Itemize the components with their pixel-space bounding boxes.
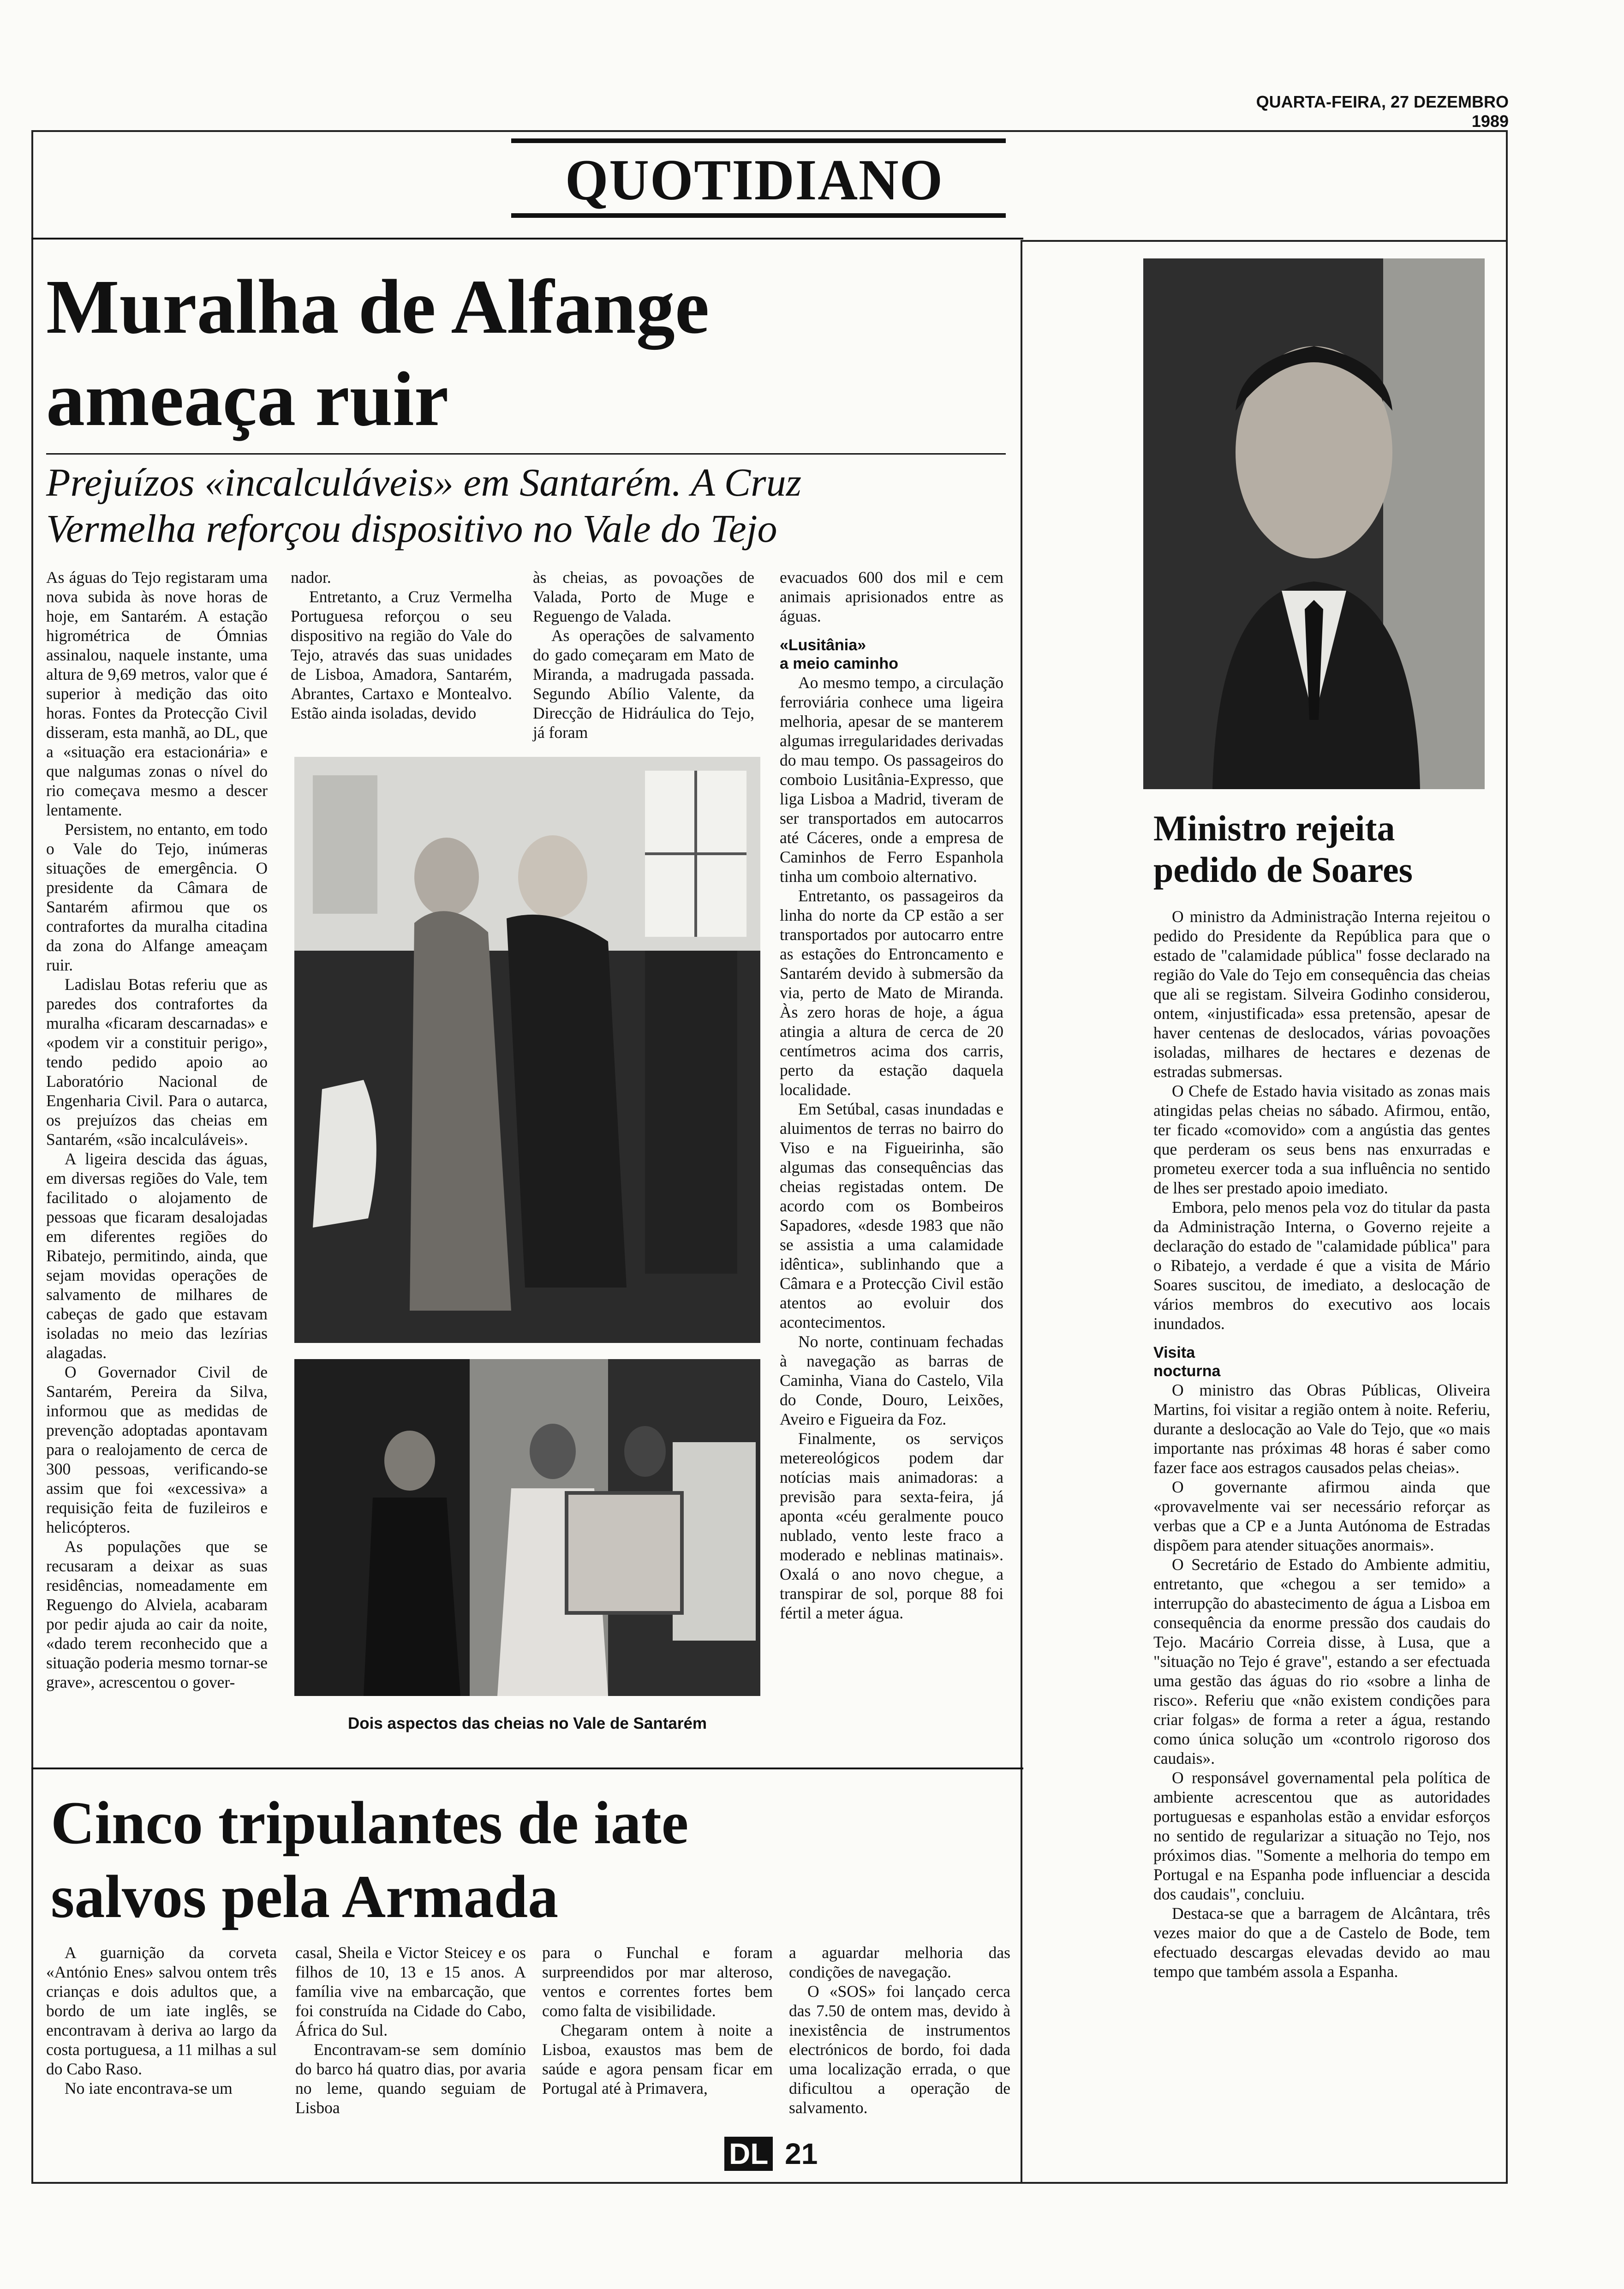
subheading-line: a meio caminho <box>780 655 898 672</box>
paragraph: A guarnição da corveta «António Enes» salvou ontem três crianças e dois adultos que, a bordo de um iate inglês, se encontravam à deriva ao largo da costa portuguesa, a 11 milhas a sul do Cabo Raso. <box>46 1943 277 2078</box>
photo-rescue-image <box>294 757 760 1343</box>
paragraph: As operações de salvamento do gado começaram em Mato de Miranda, a madrugada passada. Segundo Abílio Valente, da Direcção de Hidráulica do Tejo, já foram <box>533 626 754 742</box>
second-headline-line1: Cinco tripulantes de iate <box>51 1789 689 1857</box>
second-headline <box>51 1786 688 1934</box>
section-rule-top <box>511 138 1006 143</box>
main-column-1 <box>46 568 268 1692</box>
second-column-1 <box>46 1943 277 2098</box>
paragraph: para o Funchal e foram surpreendidos por mar alteroso, ventos e correntes fortes bem como falta de visibilidade. <box>542 1943 773 2020</box>
paragraph: No norte, continuam fechadas à navegação as barras de Caminha, Viana do Castelo, Vila do Conde, Douro, Leixões, Aveiro e Figueira da Foz. <box>780 1332 1003 1428</box>
paragraph: A ligeira descida das águas, em diversas regiões do Vale, tem facilitado o alojamento de pessoas que ficaram desalojadas em diferentes regiões do Ribatejo, permitindo, ainda, que sejam movidas operações de salvamento de milhares de cabeças de gado que estavam isoladas no meio das lezírias alagadas. <box>46 1150 268 1362</box>
main-deck <box>46 459 1015 551</box>
second-column-3 <box>542 1943 773 2098</box>
subheading-visita <box>1153 1343 1490 1380</box>
dateline: QUARTA-FEIRA, 27 DEZEMBRO 1989 <box>1256 92 1509 131</box>
paragraph: Em Setúbal, casas inundadas e aluimentos de terras no bairro do Viso e na Figueirinha, são algumas das consequências das cheias registadas ontem. De acordo com os Bombeiros Sapadores, «desde 1983 que não se assistia a uma calamidade idêntica», sublinhando que a Câmara e a Protecção Civil estão atentos ao evoluir dos acontecimentos. <box>780 1100 1003 1331</box>
paragraph: As populações que se recusaram a deixar as suas residências, nomeadamente em Reguengo do Alviela, acabaram por pedir ajuda ao cair da noite, «dado terem reconhecido que a situação poderia mesmo tornar-se grave», acrescentou o gover- <box>46 1537 268 1691</box>
header-divider <box>31 238 1023 240</box>
paragraph: O Secretário de Estado do Ambiente admitiu, entretanto, que «chegou a ser temido» a interrupção do abastecimento de água a Lisboa em consequência da enorme pressão dos caudais do Tejo. Macário Correia disse, à Lusa, que a "situação no Tejo é grave", estando a ser efectuada uma gestão das águas do rio «sobre a linha de risco». Referiu que «não existem condições para criar folgas» de forma a reter a água, restando como única solução um «controlo rigoroso dos caudais». <box>1153 1555 1490 1768</box>
page-footer <box>724 2137 909 2171</box>
sidebar-headline <box>1153 808 1413 891</box>
flood-photo-rescue <box>294 757 760 1343</box>
main-column-4 <box>780 568 1003 1623</box>
paragraph: Encontravam-se sem domínio do barco há quatro dias, por avaria no leme, quando seguiam de Lisboa <box>295 2040 526 2117</box>
main-headline-line2: ameaça ruir <box>46 356 449 442</box>
paragraph: evacuados 600 dos mil e cem animais aprisionados entre as águas. <box>780 568 1003 625</box>
paragraph: Finalmente, os serviços metereológicos podem dar notícias mais animadoras: a previsão para sexta-feira, já aponta «céu geralmente pouco nublado, vento leste fraco a moderado e neblinas matinais». Oxalá o ano novo chegue, a transpirar de sol, porque 88 foi fértil a meter água. <box>780 1429 1003 1622</box>
subheading-line: «Lusitânia» <box>780 636 866 654</box>
main-deck-line1: Prejuízos «incalculáveis» em Santarém. A Cruz <box>46 460 802 504</box>
paragraph: O «SOS» foi lançado cerca das 7.50 de ontem mas, devido à inexistência de instrumentos electrónicos de bordo, foi dada uma localização errada, o que dificultou a operação de salvamento. <box>789 1982 1010 2117</box>
paragraph: Chegaram ontem à noite a Lisboa, exaustos mas bem de saúde e agora pensam ficar em Portugal até à Primavera, <box>542 2021 773 2097</box>
section-title: QUOTIDIANO <box>565 147 944 212</box>
paragraph: Persistem, no entanto, em todo o Vale do Tejo, inúmeras situações de emergência. O presidente da Câmara de Santarém afirmou que os contrafortes da muralha citadina da zona do Alfange ameaçam ruir. <box>46 820 268 974</box>
flood-photo-street <box>294 1359 760 1696</box>
paragraph: O governante afirmou ainda que «provavelmente vai ser necessário reforçar as verbas que a CP e a Junta Autónoma de Estradas dispõem para atender situações anormais». <box>1153 1478 1490 1554</box>
main-deck-line2: Vermelha reforçou dispositivo no Vale do Tejo <box>46 506 777 551</box>
minister-portrait <box>1143 258 1485 789</box>
paragraph: Ao mesmo tempo, a circulação ferroviária conhece uma ligeira melhoria, apesar de se manterem algumas irregularidades derivadas do mau tempo. Os passageiros do comboio Lusitânia-Expresso, que liga Lisboa a Madrid, tiveram de ser transportados em autocarros até Cáceres, onde a empresa de Caminhos de Ferro Espanhola tinha um comboio alternativo. <box>780 673 1003 886</box>
section-rule-bottom <box>511 213 1006 218</box>
second-column-4 <box>789 1943 1010 2117</box>
paragraph: O Governador Civil de Santarém, Pereira da Silva, informou que as medidas de prevenção adoptadas apontavam para o realojamento de cerca de 300 pessoas, verificando-se assim que foi «excessiva» a requisição feita de fuzileiros e helicópteros. <box>46 1363 268 1536</box>
paragraph: O Chefe de Estado havia visitado as zonas mais atingidas pelas cheias no sábado. Afirmou, então, ter ficado «comovido» com a angústia das gentes que perderam os seus bens nas enxurradas e prometeu exercer toda a sua influência no sentido de lhes ser prestado apoio imediato. <box>1153 1082 1490 1197</box>
second-column-2 <box>295 1943 526 2117</box>
paragraph: Entretanto, os passageiros da linha do norte da CP estão a ser transportados por autocarro entre as estações do Entroncamento e Santarém devido à submersão da via, perto de Mato de Miranda. Às zero horas de hoje, a água atingia a altura de cerca de 20 centímetros acima dos carris, perto da estação daquela localidade. <box>780 887 1003 1099</box>
headline-rule <box>46 453 1006 455</box>
article-divider <box>31 1768 1023 1769</box>
paragraph: nador. <box>291 568 331 587</box>
subheading-lusitania <box>780 636 1003 673</box>
page-number: 21 <box>785 2137 818 2170</box>
publication-logo: DL <box>724 2137 773 2171</box>
main-headline-line1: Muralha de Alfange <box>46 264 710 350</box>
main-column-2 <box>291 568 512 723</box>
sidebar-headline-line2: pedido de Soares <box>1153 850 1413 890</box>
paragraph: casal, Sheila e Victor Steicey e os filhos de 10, 13 e 15 anos. A família vive na embarcação, que foi construída na Cidade do Cabo, África do Sul. <box>295 1943 526 2039</box>
paragraph: a aguardar melhoria das condições de navegação. <box>789 1943 1010 1981</box>
paragraph: O ministro da Administração Interna rejeitou o pedido do Presidente da República para que o estado de "calamidade pública" fosse declarado na região do Vale do Tejo em consequência das cheias que ali se registam. Silveira Godinho considerou, ontem, «injustificada» essa pretensão, apesar de haver centenas de deslocados, várias povoações isoladas, milhares de hectares e dezenas de estradas submersas. <box>1153 907 1490 1081</box>
sidebar-headline-line1: Ministro rejeita <box>1153 808 1395 848</box>
paragraph: Destaca-se que a barragem de Alcântara, três vezes maior do que a de Castelo de Bode, tem efectuado descargas elevadas devido ao mau tempo que também assola a Espanha. <box>1153 1904 1490 1981</box>
paragraph: Embora, pelo menos pela voz do titular da pasta da Administração Interna, o Governo rejeite a declaração do estado de "calamidade pública" para o Ribatejo, a verdade é que a visita de Mário Soares suscitou, de imediato, a deslocação de vários membros do executivo aos locais inundados. <box>1153 1198 1490 1333</box>
photo-street-image <box>294 1359 760 1696</box>
second-headline-line2: salvos pela Armada <box>51 1863 559 1930</box>
paragraph: No iate encontrava-se um <box>65 2079 233 2097</box>
main-column-3 <box>533 568 754 742</box>
subheading-line: Visita <box>1153 1344 1195 1361</box>
sidebar-body <box>1153 907 1490 1981</box>
paragraph: O ministro das Obras Públicas, Oliveira Martins, foi visitar a região ontem à noite. Referiu, durante a deslocação ao Vale do Tejo, que «o mais importante nas próximas 48 horas é saber como fazer face aos estragos causados pelas cheias». <box>1153 1381 1490 1477</box>
subheading-line: nocturna <box>1153 1362 1221 1380</box>
paragraph: O responsável governamental pela política de ambiente acrescentou que as autoridades portuguesas e espanholas estão a envidar esforços no sentido de regularizar a situação no Tejo, nos próximos dias. "Somente a melhoria do tempo em Portugal e na Espanha pode influenciar a descida dos caudais", concluiu. <box>1153 1768 1490 1903</box>
paragraph: às cheias, as povoações de Valada, Porto de Muge e Reguengo de Valada. <box>533 568 754 625</box>
paragraph: Ladislau Botas referiu que as paredes dos contrafortes da muralha «ficaram descarnadas» e «podem vir a constituir perigo», tendo pedido apoio ao Laboratório Nacional de Engenharia Civil. Para o autarca, os prejuízos das cheias em Santarém, «são incalculáveis». <box>46 975 268 1149</box>
paragraph: As águas do Tejo registaram uma nova subida às nove horas de hoje, em Santarém. A estação higrométrica de Ómnias assinalou, naquele instante, uma altura de 9,69 metros, valor que é superior à medição das oito horas. Fontes da Protecção Civil disseram, esta manhã, ao DL, que a «situação era estacionária» e que nalgumas zonas o nível do rio começava mesmo a descer lentamente. <box>46 568 268 819</box>
paragraph: Entretanto, a Cruz Vermelha Portuguesa reforçou o seu dispositivo na região do Vale do Tejo, através das suas unidades de Lisboa, Amadora, Santarém, Abrantes, Cartaxo e Montealvo. Estão ainda isoladas, devido <box>291 587 512 722</box>
main-headline <box>46 261 709 445</box>
photo-caption: Dois aspectos das cheias no Vale de Santarém <box>347 1714 707 1732</box>
portrait-image <box>1143 258 1485 789</box>
